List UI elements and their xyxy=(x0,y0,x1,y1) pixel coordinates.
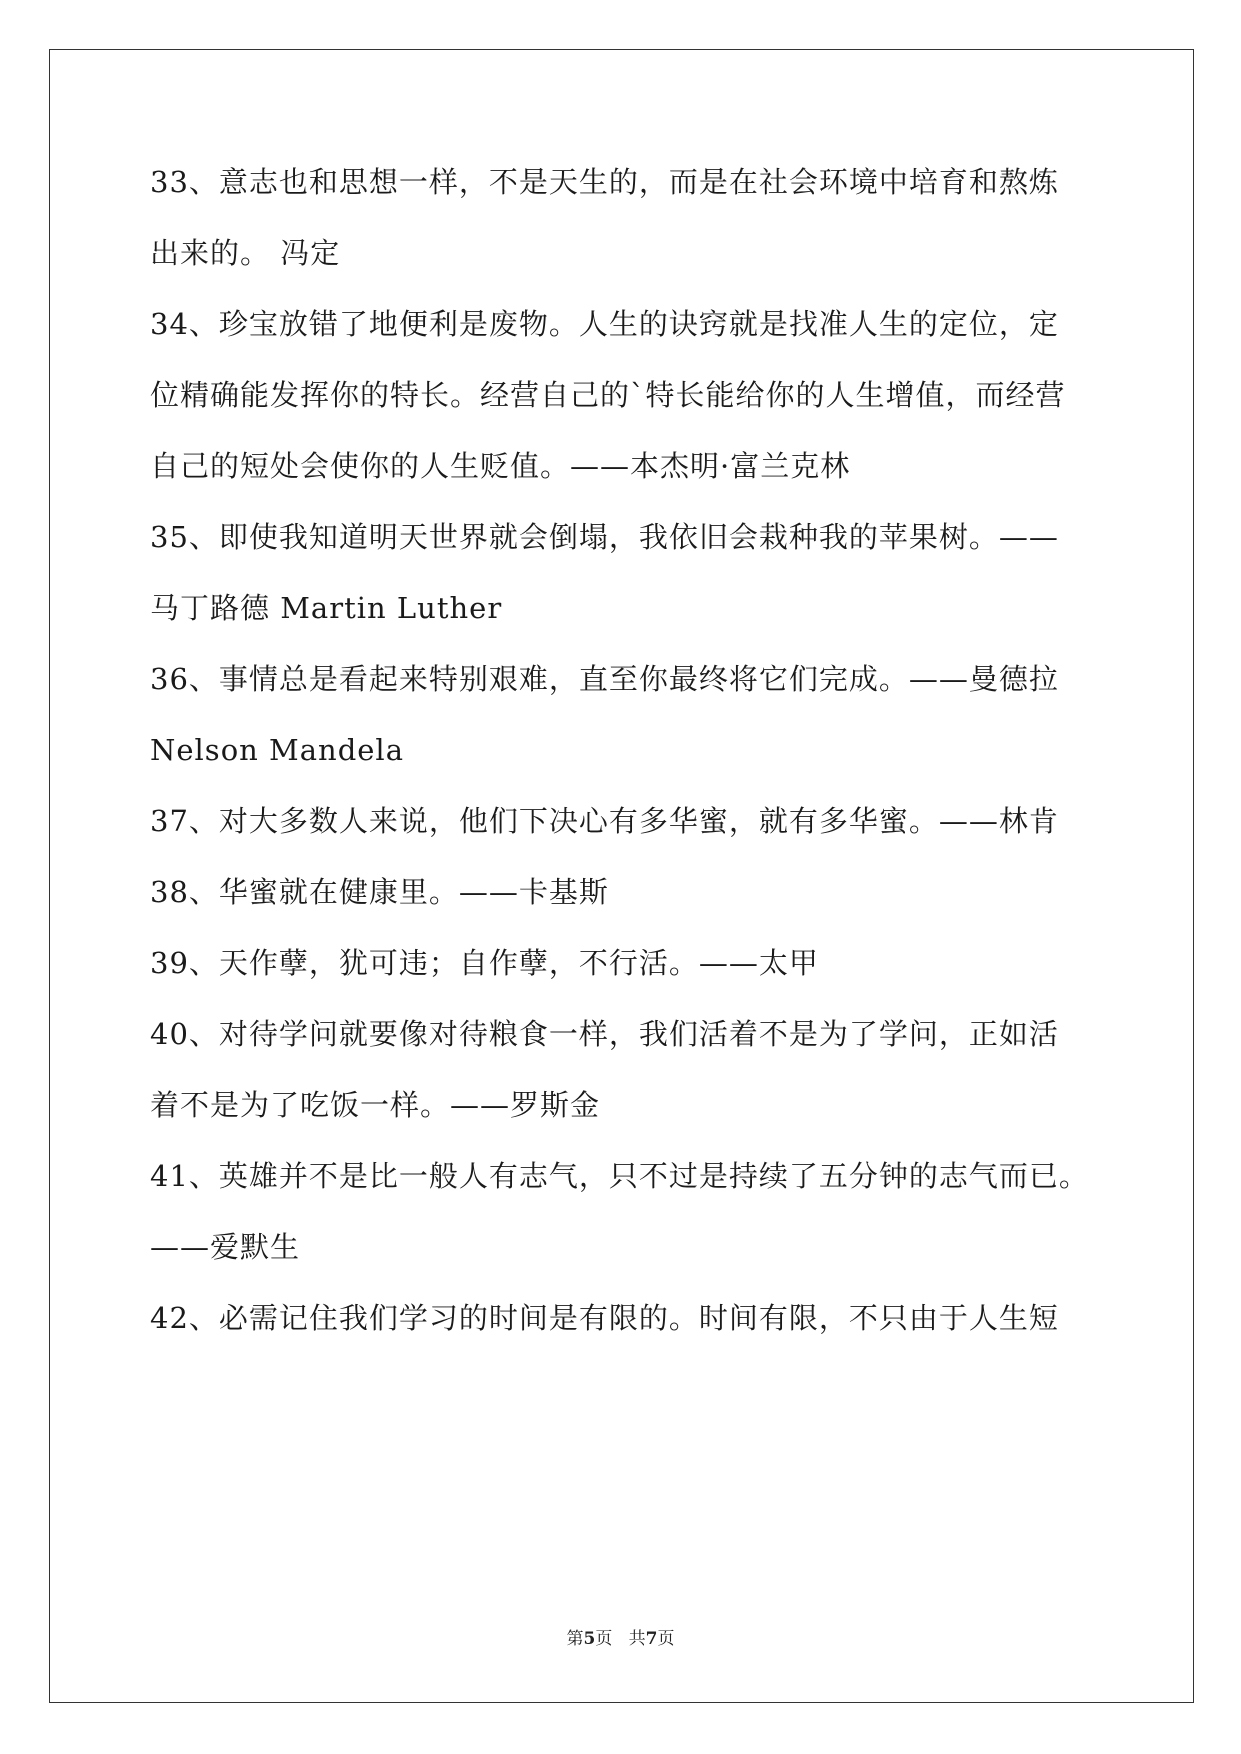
text-line: 出来的。 冯定 xyxy=(150,236,341,270)
footer-middle: 页 共 xyxy=(595,1629,646,1649)
text-line: 37、对大多数人来说，他们下决心有多华蜜，就有多华蜜。——林肯 xyxy=(150,804,1059,838)
text-line: 42、必需记住我们学习的时间是有限的。时间有限，不只由于人生短 xyxy=(150,1301,1059,1335)
text-line: 36、事情总是看起来特别艰难，直至你最终将它们完成。——曼德拉 xyxy=(150,662,1059,696)
footer-prefix: 第 xyxy=(566,1629,584,1649)
text-line: 39、天作孽，犹可违；自作孽，不行活。——太甲 xyxy=(150,946,819,980)
text-line: 位精确能发挥你的特长。经营自己的`特长能给你的人生增值，而经营 xyxy=(150,378,1066,412)
total-pages: 7 xyxy=(645,1629,658,1649)
text-line: 着不是为了吃饭一样。——罗斯金 xyxy=(150,1088,601,1122)
text-line: 马丁路德 Martin Luther xyxy=(150,591,503,625)
footer-suffix: 页 xyxy=(657,1629,675,1649)
text-line: ——爱默生 xyxy=(150,1230,301,1264)
text-line: Nelson Mandela xyxy=(150,733,405,767)
text-line: 自己的短处会使你的人生贬值。——本杰明·富兰克林 xyxy=(150,449,851,483)
text-line: 35、即使我知道明天世界就会倒塌，我依旧会栽种我的苹果树。—— xyxy=(150,520,1059,554)
page-number: 5 xyxy=(583,1629,596,1649)
text-line: 34、珍宝放错了地便利是废物。人生的诀窍就是找准人生的定位，定 xyxy=(150,307,1059,341)
text-line: 33、意志也和思想一样，不是天生的，而是在社会环境中培育和熬炼 xyxy=(150,165,1059,199)
page-footer xyxy=(0,1628,1241,1650)
text-line: 40、对待学问就要像对待粮食一样，我们活着不是为了学问，正如活 xyxy=(150,1017,1059,1051)
text-line: 38、华蜜就在健康里。——卡基斯 xyxy=(150,875,609,909)
text-line: 41、英雄并不是比一般人有志气，只不过是持续了五分钟的志气而已。 xyxy=(150,1159,1089,1193)
